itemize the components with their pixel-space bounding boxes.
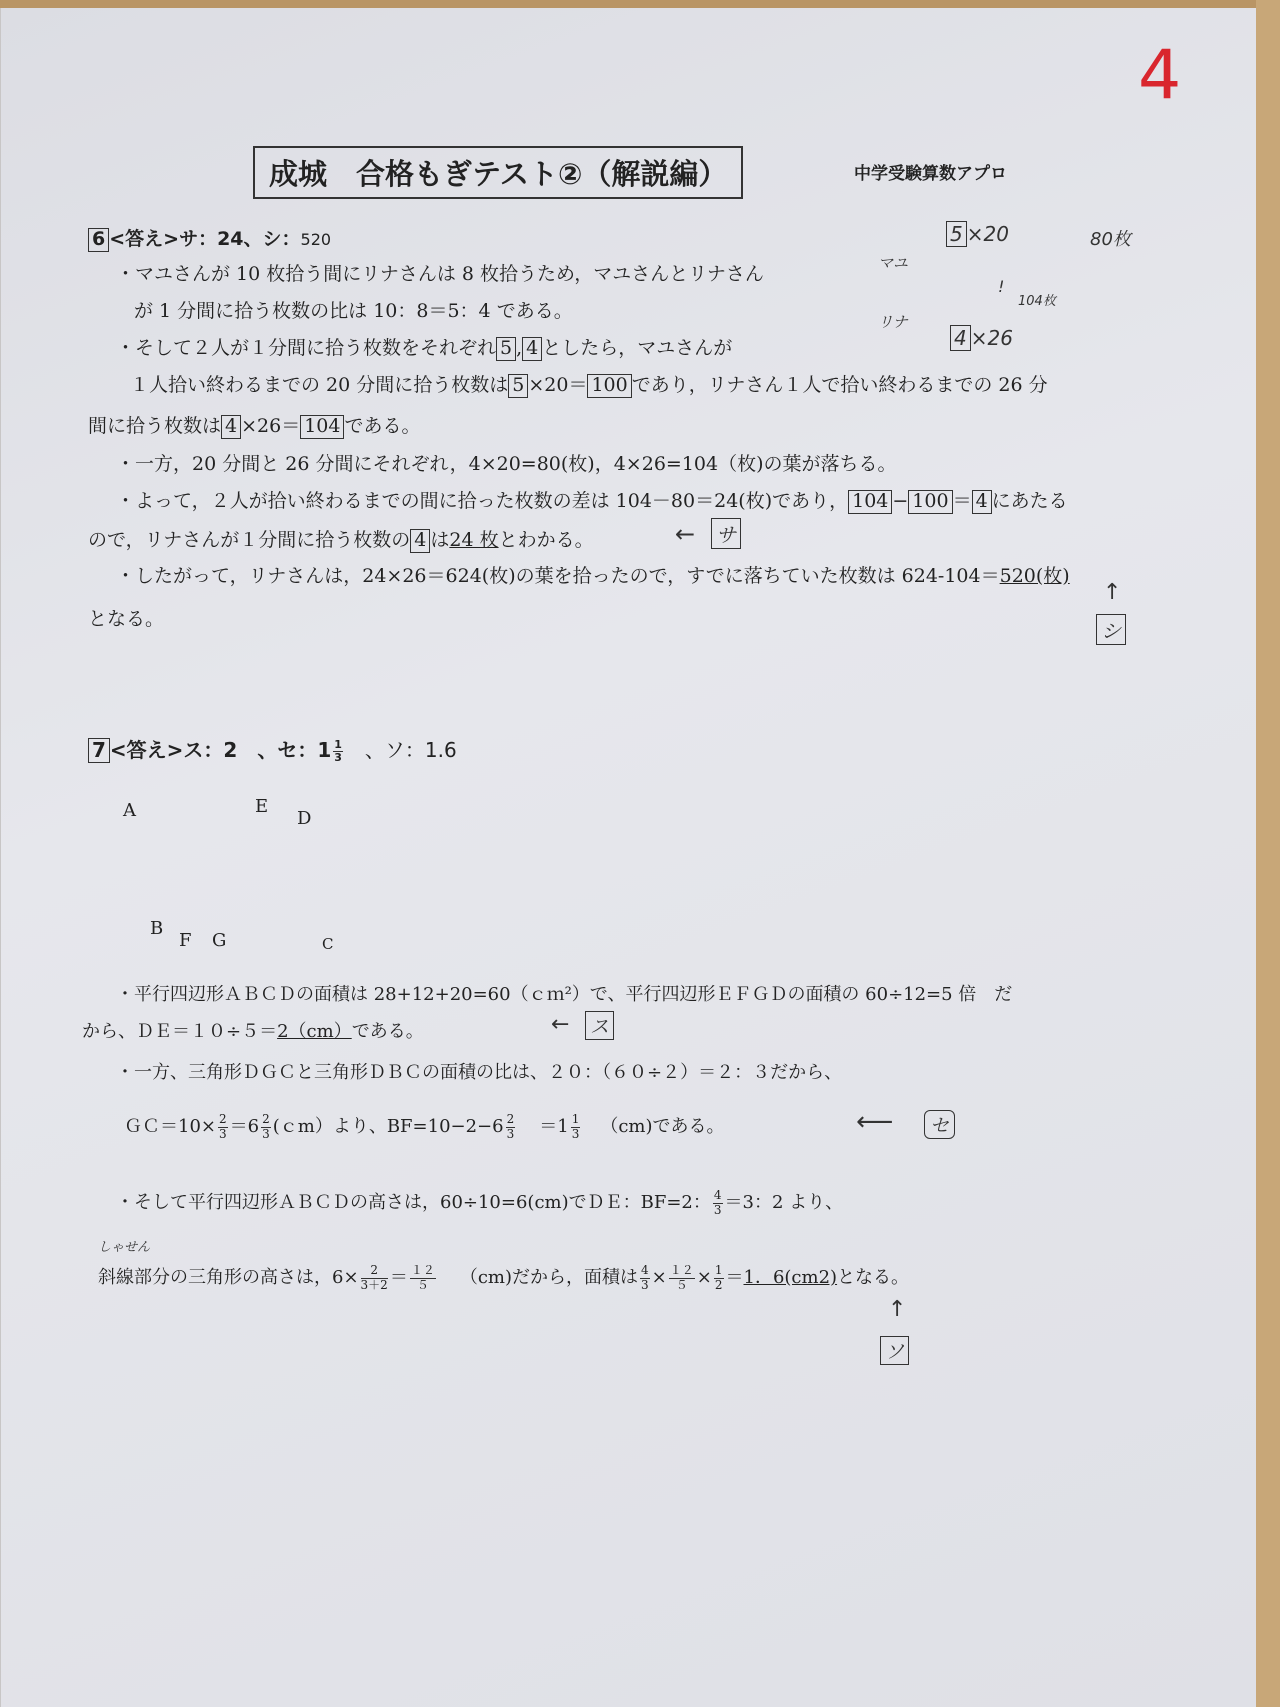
q6-line1: ・マユさんが 10 枚拾う間にリナさんは 8 枚拾うため，マユさんとリナさん — [116, 263, 764, 285]
q6-number: 6 — [88, 228, 109, 252]
q7-label-d: D — [297, 808, 312, 829]
q7-arrow-se: ⟵ — [856, 1107, 894, 1137]
page-title: 成城 合格もぎテスト②（解説編） — [253, 146, 743, 199]
q6-answer: 6 <答え>サ：24、シ：520 — [88, 224, 331, 252]
q6-line6: ・一方，20 分間と 26 分間にそれぞれ，4×20=80(枚)，4×26=104（枚)の葉が落ちる。 — [116, 453, 897, 475]
q6-sa-mark: サ — [711, 518, 741, 549]
q6-arrow-sa: ← — [675, 520, 696, 548]
q7-label-g: G — [212, 930, 227, 951]
q6-line8: ので，リナさんが１分間に拾う枚数の 4 は24 枚とわかる。 — [88, 529, 594, 551]
q7-line4: ＧＣ＝10× $\frac{2}{3}$ ＝6 $\frac{2}{3}$ (ｃm）より、BF=10−2−6 $\frac{2}{3}$ ＝1 $\frac{1}{3}$ （cm)である。 — [124, 1112, 725, 1141]
q7-label-c: C — [322, 935, 334, 953]
q6-line5: 間に拾う枚数は 4 ×26＝ 104 である。 — [88, 415, 421, 437]
q7-answer: 7 <答え>ス：2 、セ：1 $\frac{1}{3}$ 、ソ：1.6 — [88, 734, 457, 764]
q7-up-arrow: ↑ — [888, 1297, 907, 1322]
desk-edge — [1256, 0, 1280, 1707]
publisher: 中学受験算数アプロ — [854, 164, 1007, 184]
q6-80-leaves: 80枚 — [1090, 229, 1131, 250]
q7-shisen-note: しゃせん — [98, 1240, 151, 1255]
q6-mayu-label: マユ — [878, 254, 909, 272]
q6-line2: が 1 分間に拾う枚数の比は 10：8＝5：4 である。 — [134, 300, 573, 322]
q7-arrow-su: ← — [551, 1012, 570, 1037]
q6-shi-mark: シ — [1096, 614, 1126, 645]
q7-label-b: B — [150, 918, 164, 939]
q7-number: 7 — [88, 738, 110, 763]
q6-104-leaves: 104枚 — [1018, 294, 1056, 309]
page-number: 4 — [1138, 36, 1182, 115]
q6-line10: となる。 — [88, 608, 165, 630]
q7-line6: 斜線部分の三角形の高さは，6× $\frac{2}{3+2}$ ＝ $\frac{12}{5}$ （cm)だから，面積は $\frac{4}{3}$ × $\frac{12}{5}$ × $\frac{1}{2}$ ＝1．6(cm2)となる。 — [98, 1263, 910, 1292]
q7-line2: から、ＤＥ＝１０÷５＝2（cm）である。 — [82, 1021, 424, 1042]
q7-se-mark: セ — [924, 1110, 955, 1139]
q6-rina-rate: 4 ×26 — [950, 326, 1013, 350]
q7-line5: ・そして平行四辺形ＡＢＣＤの高さは，60÷10=6(cm)でＤＥ：BF=2： $\frac{4}{3}$ ＝3：2 より、 — [116, 1188, 844, 1217]
q7-line1: ・平行四辺形ＡＢＣＤの面積は 28+12+20=60（ｃｍ²）で、平行四辺形ＥＦＧＤの面積の 60÷12=5 倍 だ — [116, 984, 1013, 1005]
q6-line4: １人拾い終わるまでの 20 分間に拾う枚数は 5 ×20＝ 100 であり，リナさん１人で拾い終わるまでの 26 分 — [130, 374, 1048, 396]
q7-label-a: A — [123, 800, 136, 821]
q6-line3: ・そして２人が１分間に拾う枚数をそれぞれ 5 , 4 としたら，マユさんが — [116, 337, 733, 359]
q6-mayu-rate: 5 ×20 — [946, 222, 1009, 246]
q6-up-arrow: ↑ — [1103, 580, 1122, 605]
q6-line7: ・よって，２人が拾い終わるまでの間に拾った枚数の差は 104－80＝24(枚)であり， 104 − 100 ＝ 4 にあたる — [116, 490, 1068, 512]
q6-rina-label: リナ — [878, 313, 908, 331]
q7-su-mark: ス — [585, 1011, 614, 1040]
q7-line3: ・一方、三角形ＤＧＣと三角形ＤＢＣの面積の比は、２０：（６０÷２）＝２：３だから、 — [116, 1062, 843, 1083]
q6-line9: ・したがって，リナさんは，24×26＝624(枚)の葉を拾ったので，すでに落ちていた枚数は 624-104＝520(枚) — [116, 565, 1070, 587]
q7-label-f: F — [179, 930, 192, 951]
q7-label-e: E — [255, 796, 269, 817]
q6-excl: ! — [998, 277, 1005, 296]
q7-so-mark: ソ — [880, 1336, 909, 1365]
